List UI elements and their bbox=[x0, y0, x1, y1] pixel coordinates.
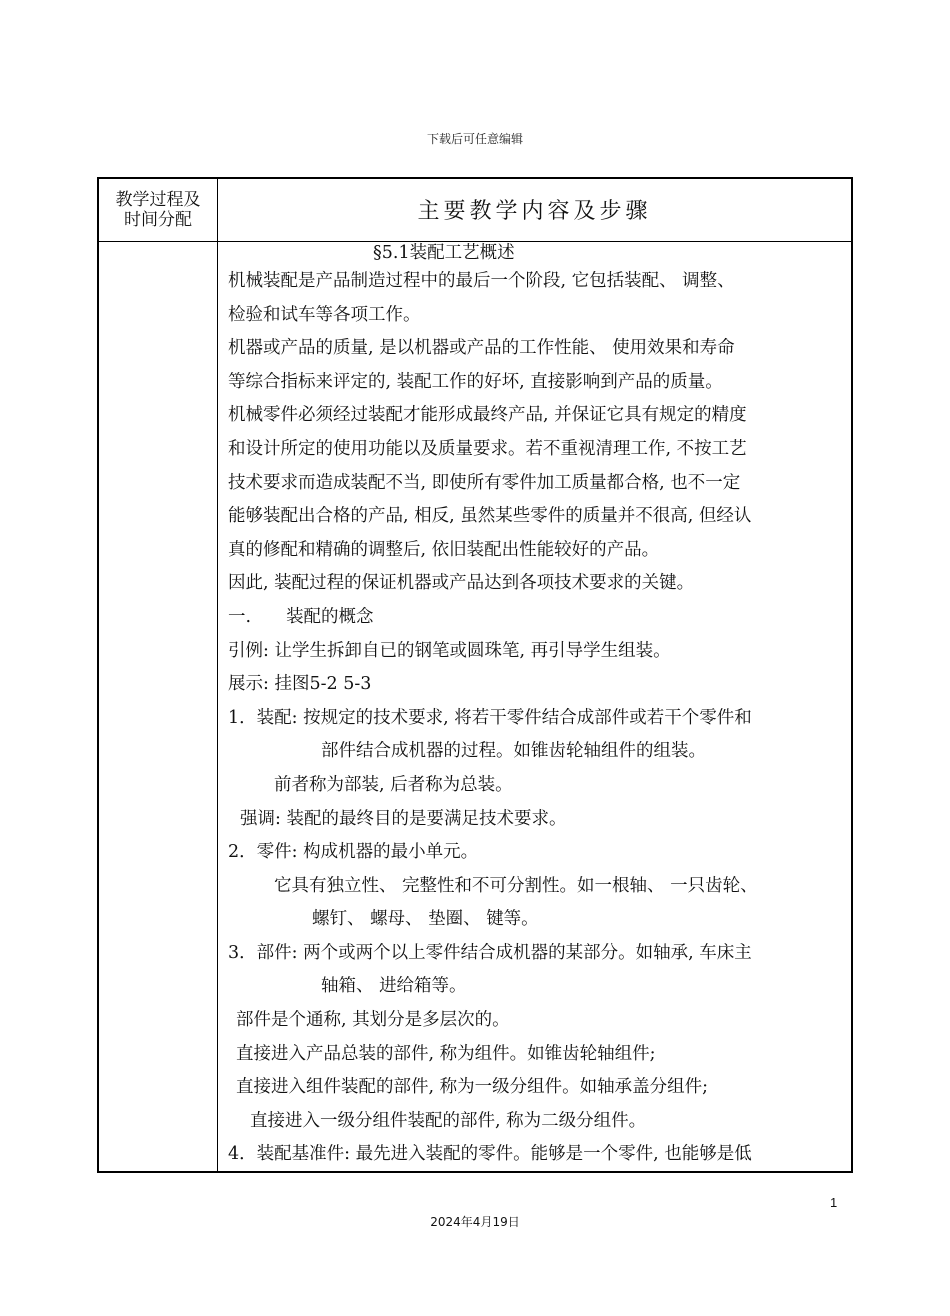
content-line: 技术要求而造成装配不当, 即使所有零件加工质量都合格, 也不一定 bbox=[228, 472, 741, 493]
column-divider bbox=[217, 179, 218, 1171]
content-line: 直接进入一级分组件装配的部件, 称为二级分组件。 bbox=[250, 1110, 647, 1131]
lesson-table bbox=[97, 177, 853, 1173]
definition-item: 3．部件: 两个或两个以上零件结合成机器的某部分。如轴承, 车床主 bbox=[228, 942, 752, 963]
header-note: 下载后可任意编辑 bbox=[426, 132, 523, 146]
content-line: 部件结合成机器的过程。如锥齿轮轴组件的组装。 bbox=[321, 741, 706, 762]
content-line: 轴箱、 进给箱等。 bbox=[321, 976, 467, 997]
content-line: 机械装配是产品制造过程中的最后一个阶段, 它包括装配、 调整、 bbox=[228, 271, 735, 291]
content-line: 能够装配出合格的产品, 相反, 虽然某些零件的质量并不很高, 但经认 bbox=[228, 506, 752, 527]
content-line: 它具有独立性、 完整性和不可分割性。如一根轴、 一只齿轮、 bbox=[274, 875, 758, 896]
content-line: 机器或产品的质量, 是以机器或产品的工作性能、 使用效果和寿命 bbox=[228, 338, 735, 359]
process-time-header: 教学过程及时间分配 bbox=[115, 190, 201, 230]
content-line: 因此, 装配过程的保证机器或产品达到各项技术要求的关键。 bbox=[228, 573, 695, 594]
content-line: 检验和试车等各项工作。 bbox=[228, 304, 421, 325]
definition-item: 4．装配基准件: 最先进入装配的零件。能够是一个零件, 也能够是低 bbox=[228, 1144, 752, 1165]
footer-date: 2024年4月19日 bbox=[430, 1215, 520, 1229]
content-line: 强调: 装配的最终目的是要满足技术要求。 bbox=[240, 808, 567, 829]
lesson-content bbox=[228, 241, 844, 1172]
definition-item: 1．装配: 按规定的技术要求, 将若干零件结合成部件或若干个零件和 bbox=[228, 707, 752, 728]
content-line: 引例: 让学生拆卸自已的钢笔或圆珠笔, 再引导学生组装。 bbox=[228, 640, 671, 661]
content-line: 和设计所定的使用功能以及质量要求。若不重视清理工作, 不按工艺 bbox=[228, 438, 747, 459]
content-line: 直接进入产品总装的部件, 称为组件。如锥齿轮轴组件; bbox=[236, 1043, 656, 1064]
content-line: 真的修配和精确的调整后, 依旧装配出性能较好的产品。 bbox=[228, 539, 660, 560]
content-line: 螺钉、 螺母、 垫圈、 键等。 bbox=[312, 909, 539, 930]
definition-item: 2．零件: 构成机器的最小单元。 bbox=[228, 842, 479, 863]
content-line: 直接进入组件装配的部件, 称为一级分组件。如轴承盖分组件; bbox=[236, 1077, 709, 1098]
main-content-header: 主要教学内容及步骤 bbox=[417, 199, 652, 224]
subheading: 一. 装配的概念 bbox=[228, 606, 374, 627]
content-line: 等综合指标来评定的, 装配工作的好坏, 直接影响到产品的质量。 bbox=[228, 371, 723, 392]
content-line: 机械零件必须经过装配才能形成最终产品, 并保证它具有规定的精度 bbox=[228, 405, 747, 426]
section-title: §5.1装配工艺概述 bbox=[373, 243, 515, 263]
page-number: 1 bbox=[830, 1195, 838, 1210]
content-line: 前者称为部装, 后者称为总装。 bbox=[274, 774, 513, 795]
content-line: 展示: 挂图5-2 5-3 bbox=[228, 674, 372, 695]
content-line: 部件是个通称, 其划分是多层次的。 bbox=[236, 1010, 510, 1031]
